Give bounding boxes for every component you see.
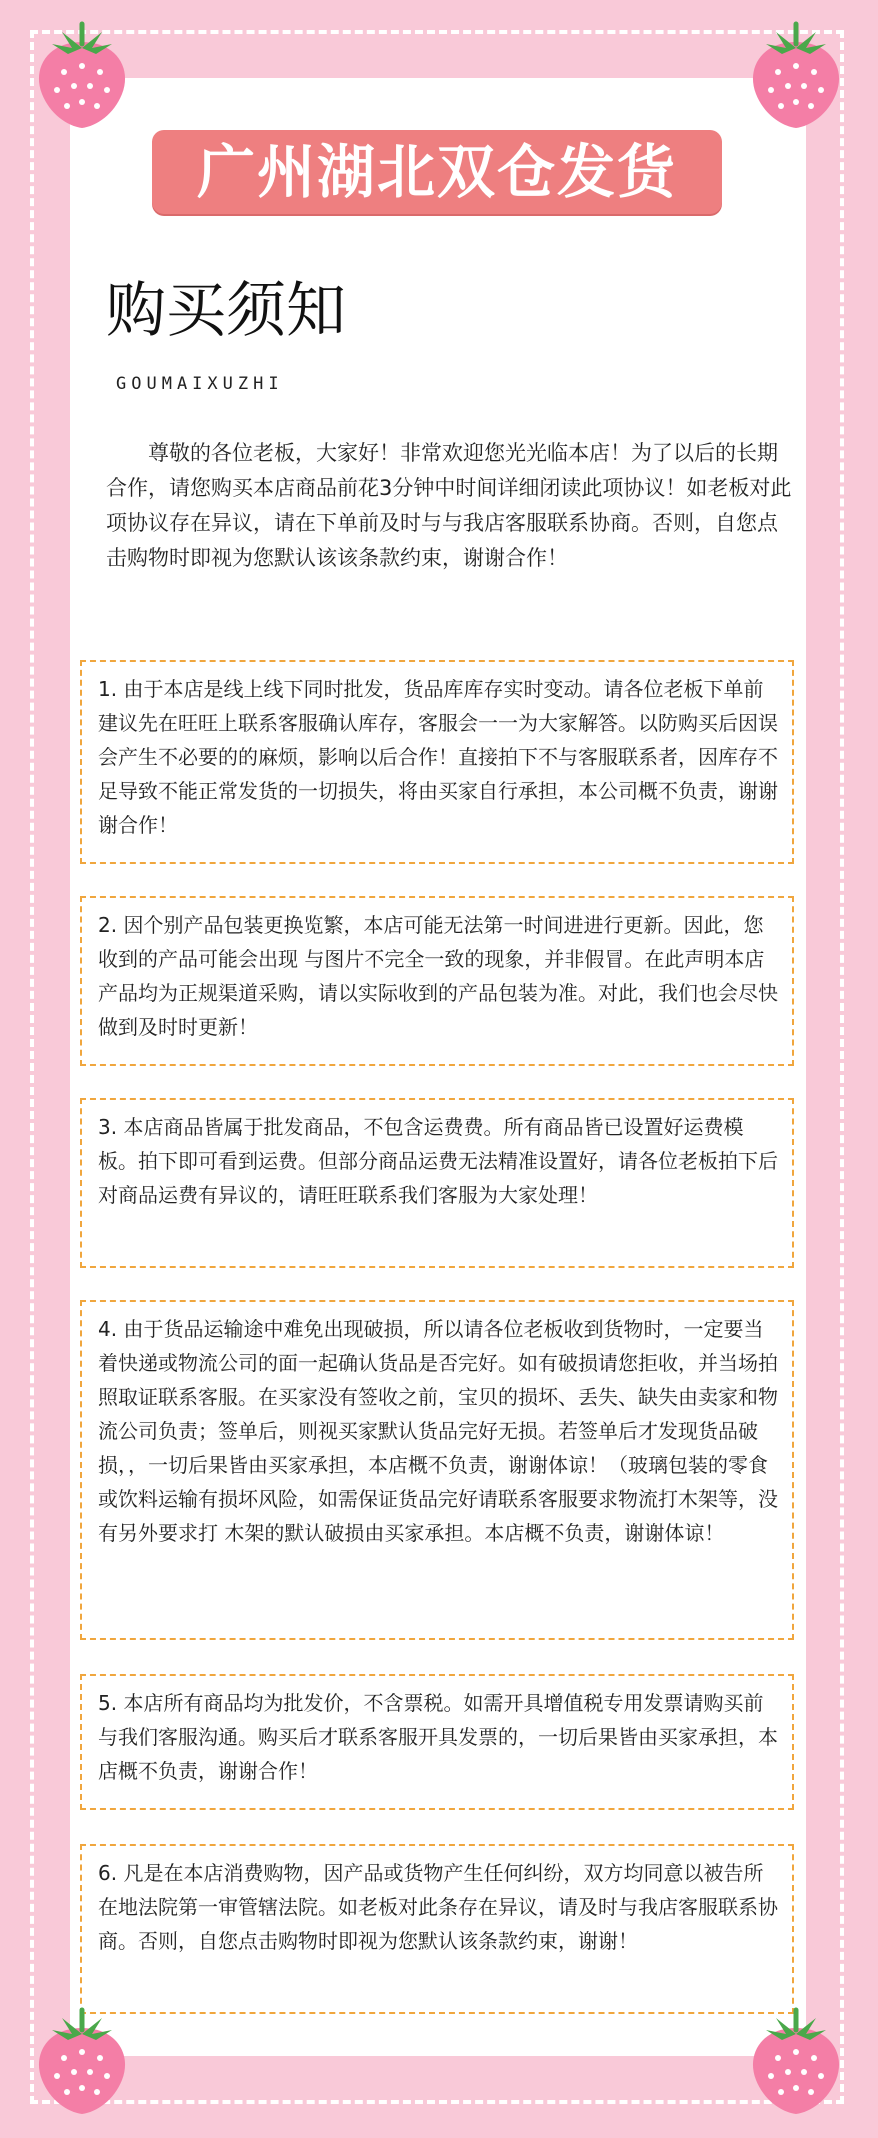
rule-item-2: 2. 因个别产品包装更换览繁，本店可能无法第一时间进进行更新。因此，您收到的产品可能会出现 与图片不完全一致的现象，并非假冒。在此声明本店产品均为正规渠道采购，请以实际收到的产品包装为准。对此，我们也会尽快做到及时时更新！ [80,896,794,1066]
rule-item-6: 6. 凡是在本店消费购物，因产品或货物产生任何纠纷，双方均同意以被告所在地法院第一审管辖法院。如老板对此条存在异议，请及时与我店客服联系协商。否则，自您点击购物时即视为您默认该条款约束，谢谢！ [80,1844,794,2014]
rule-item-1: 1. 由于本店是线上线下同时批发，货品库库存实时变动。请各位老板下单前建议先在旺旺上联系客服确认库存，客服会一一为大家解答。以防购买后因误会产生不必要的的麻烦，影响以后合作！直接拍下不与客服联系者，因库存不足导致不能正常发货的一切损失，将由买家自行承担，本公司概不负责，谢谢谢合作！ [80,660,794,864]
page-subtitle: GOUMAIXUZHI [116,374,284,394]
rule-item-3: 3. 本店商品皆属于批发商品，不包含运费费。所有商品皆已设置好运费模板。拍下即可看到运费。但部分商品运费无法精准设置好，请各位老板拍下后对商品运费有异议的，请旺旺联系我们客服为大家处理！ [80,1098,794,1268]
warehouse-banner: 广州湖北双仓发货 [152,130,722,214]
intro-paragraph: 尊敬的各位老板，大家好！非常欢迎您光光临本店！为了以后的长期合作，请您购买本店商品前花3分钟中时间详细闭读此项协议！如老板对此项协议存在异议，请在下单前及时与与我店客服联系协商。否则，自您点击购物时即视为您默认该该条款约束，谢谢合作！ [106,441,792,570]
strawberry-icon [736,14,856,134]
rule-item-5: 5. 本店所有商品均为批发价，不含票税。如需开具增值税专用发票请购买前与我们客服沟通。购买后才联系客服开具发票的，一切后果皆由买家承担，本店概不负责，谢谢合作！ [80,1674,794,1810]
strawberry-icon [22,2000,142,2120]
page-title: 购买须知 [106,276,346,346]
rule-item-4: 4. 由于货品运输途中难免出现破损，所以请各位老板收到货物时，一定要当着快递或物流公司的面一起确认货品是否完好。如有破损请您拒收，并当场拍照取证联系客服。在买家没有签收之前，宝贝的损坏、丢失、缺失由卖家和物流公司负责；签单后，则视买家默认货品完好无损。若签单后才发现货品破损，，一切后果皆由买家承担，本店概不负责，谢谢体谅！（玻璃包装的零食或饮料运输有损坏风险，如需保证货品完好请联系客服要求物流打木架等，没有另外要求打 木架的默认破损由买家承担。本店概不负责，谢谢体谅！ [80,1300,794,1640]
notice-paper [70,78,806,2056]
strawberry-icon [22,14,142,134]
strawberry-icon [736,2000,856,2120]
